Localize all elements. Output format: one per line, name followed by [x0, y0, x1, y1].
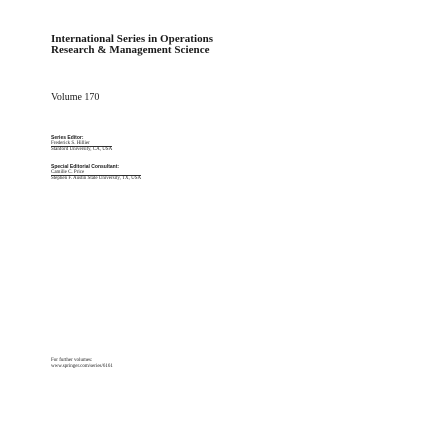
special-consultant-heading: Special Editorial Consultant:: [51, 164, 120, 170]
series-editor-name: Frederick S. Hillier: [51, 141, 90, 147]
further-volumes: [51, 358, 113, 370]
series-title-line-2: Research & Management Science: [51, 43, 210, 56]
special-consultant-affiliation: Stephen F. Austin State University, TX, USA: [51, 176, 142, 182]
special-consultant-block: [51, 165, 251, 182]
series-editor-affiliation: Stanford University, CA, USA: [51, 147, 113, 153]
series-url-link[interactable]: www.springer.com/series/6161: [51, 364, 113, 369]
series-editor-block: [51, 136, 251, 153]
series-title: [51, 34, 381, 55]
further-volumes-label: For further volumes:: [51, 358, 93, 363]
volume-number: Volume 170: [51, 92, 100, 103]
series-title-line-1: International Series in Operations: [51, 33, 214, 45]
special-consultant-name: Camille C. Price: [51, 170, 85, 176]
series-editor-heading: Series Editor:: [51, 135, 84, 141]
